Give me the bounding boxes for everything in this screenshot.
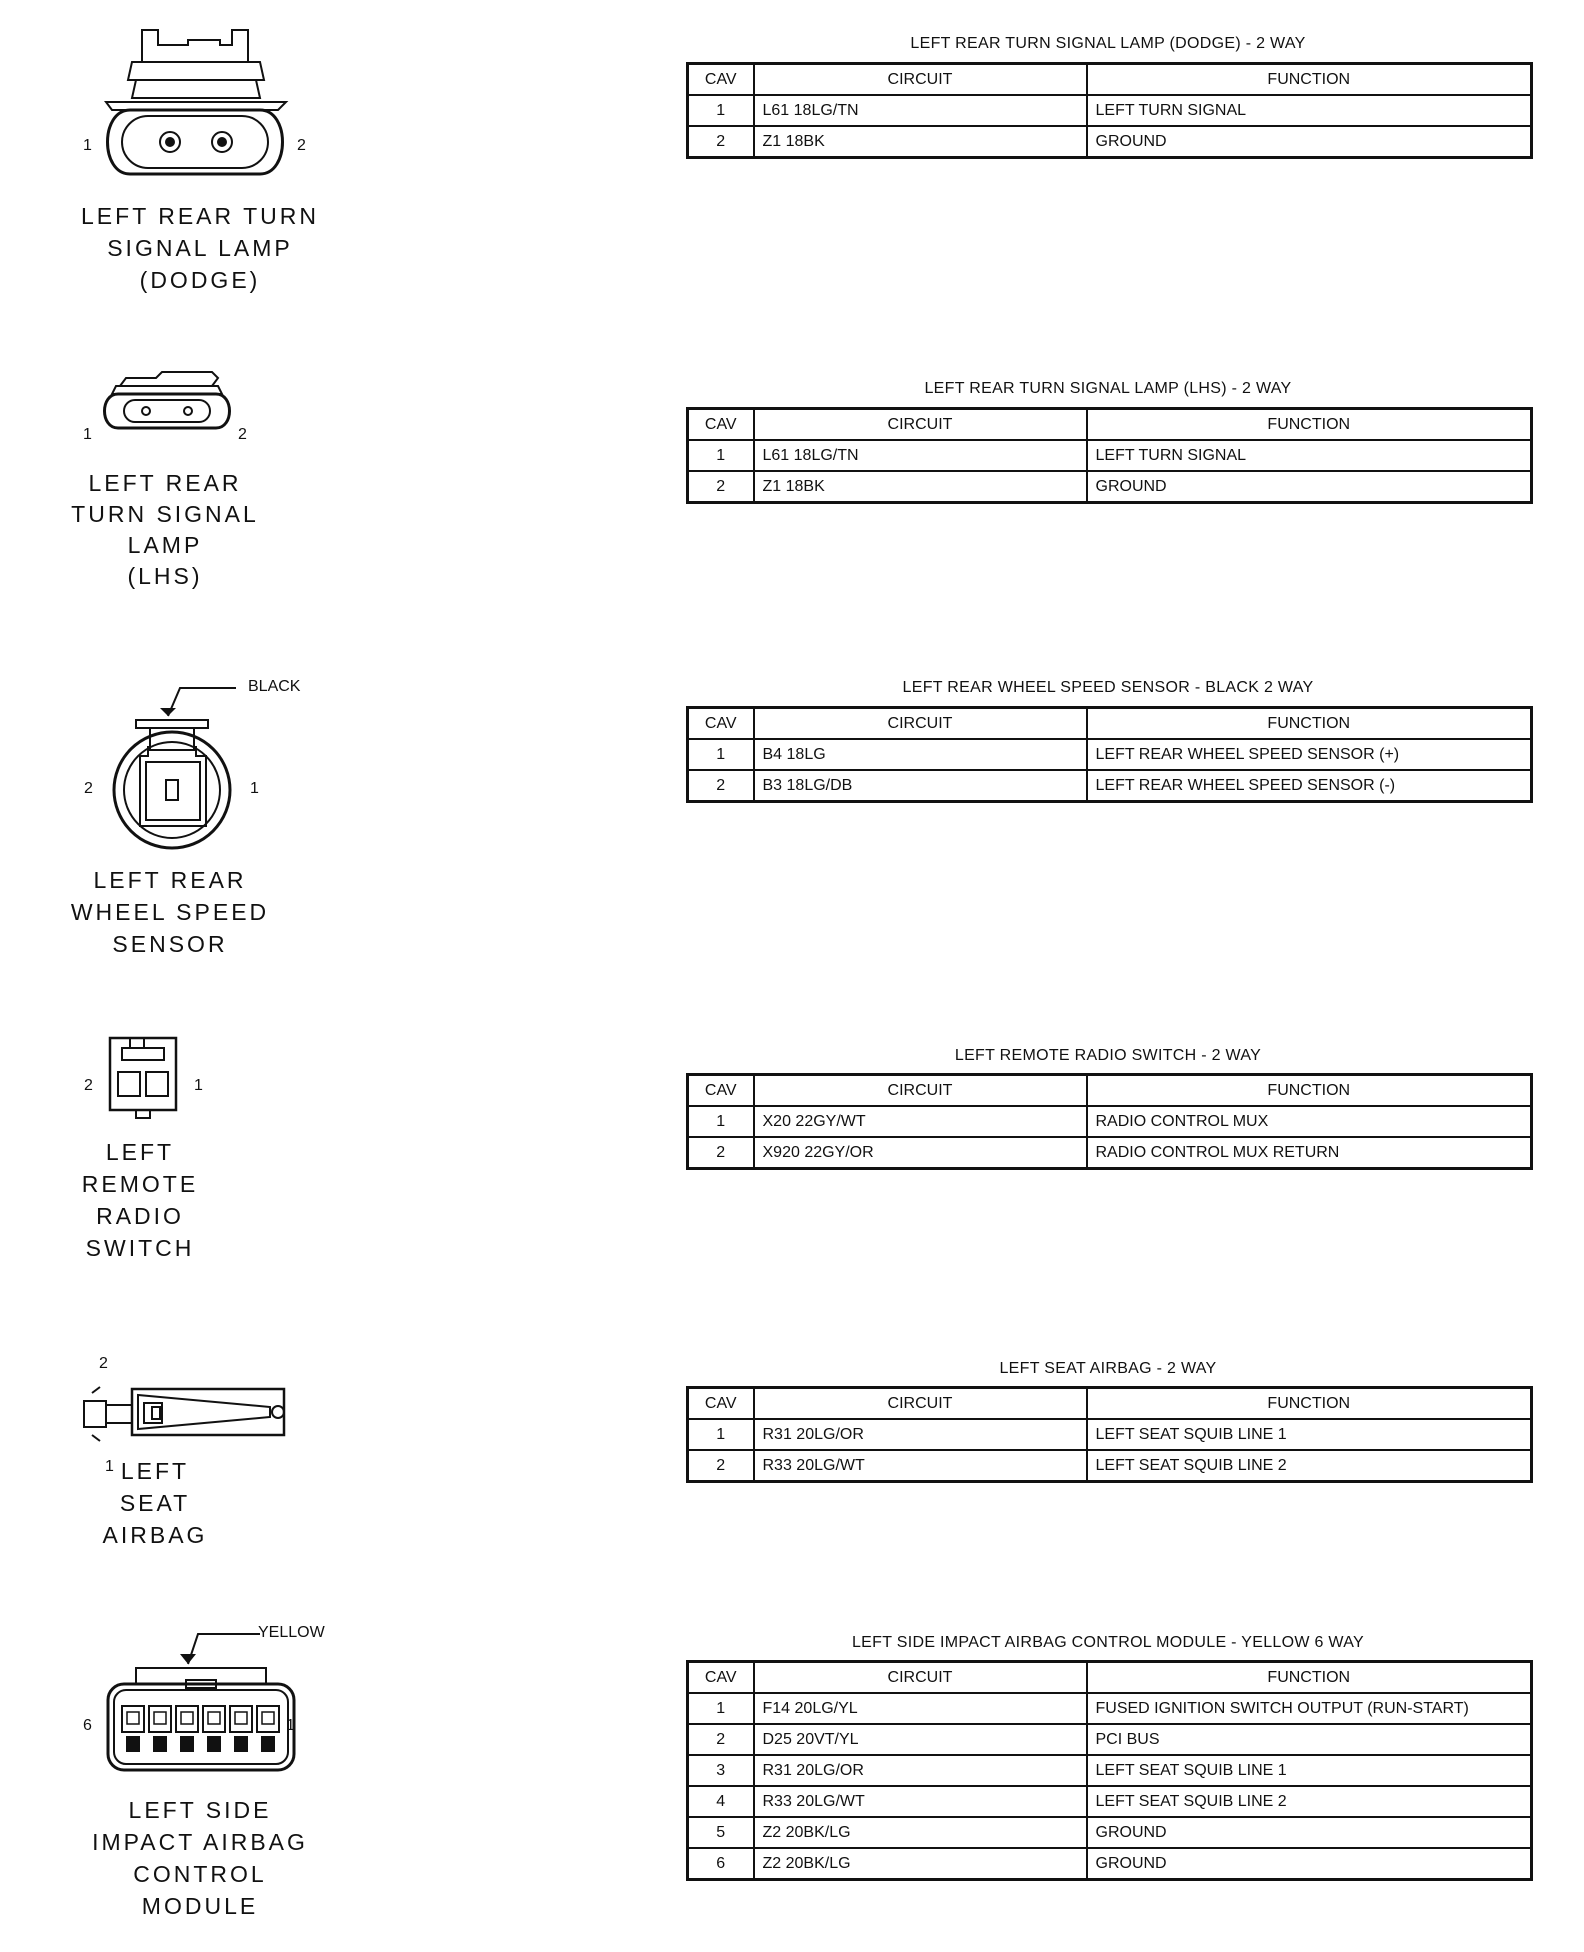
connector-pin-table [686, 62, 1533, 159]
circuit-cell: D25 20VT/YL [754, 1724, 1087, 1755]
table-header-row [688, 409, 1532, 441]
table-row [688, 770, 1532, 802]
cavity-3 [203, 1706, 225, 1752]
cav-cell: 2 [688, 1450, 754, 1482]
cav-cell: 2 [688, 1724, 754, 1755]
cavity-5 [149, 1706, 171, 1752]
cavity-1 [257, 1706, 279, 1752]
pin-label-right: 2 [238, 426, 247, 443]
connector-name-label: LEFT REMOTE RADIO SWITCH [81, 1139, 199, 1261]
connector-pin-table [686, 1386, 1533, 1483]
cav-cell: 1 [688, 1106, 754, 1137]
table-row [688, 1106, 1532, 1137]
cav-cell: 2 [688, 1137, 754, 1169]
cav-header: CAV [688, 1075, 754, 1107]
function-cell: LEFT SEAT SQUIB LINE 2 [1087, 1786, 1532, 1817]
remote-radio-switch-connector-icon [60, 1030, 320, 1120]
pin-label-right: 2 [297, 137, 306, 154]
connector-table-title: LEFT SIDE IMPACT AIRBAG CONTROL MODULE - YELLOW 6 WAY [851, 1634, 1364, 1651]
circuit-header: CIRCUIT [754, 409, 1087, 441]
function-cell: PCI BUS [1087, 1724, 1532, 1755]
connector-name-label: LEFT REAR TURN SIGNAL LAMP (DODGE) [81, 203, 319, 293]
function-cell: LEFT TURN SIGNAL [1087, 440, 1532, 471]
circuit-header: CIRCUIT [754, 1388, 1087, 1420]
table-header-row [688, 1662, 1532, 1694]
connector-table-title: LEFT REMOTE RADIO SWITCH - 2 WAY [954, 1047, 1262, 1064]
pin-label-left: 1 [83, 137, 92, 154]
connector-pin-table [686, 407, 1533, 504]
table-row [688, 471, 1532, 503]
connector-table-title: LEFT REAR WHEEL SPEED SENSOR - BLACK 2 WAY [902, 679, 1314, 696]
cav-header: CAV [688, 1662, 754, 1694]
circuit-cell: R33 20LG/WT [754, 1450, 1087, 1482]
pin-label-left: 6 [83, 1717, 92, 1734]
side-impact-airbag-module-connector-icon [60, 1620, 320, 1780]
connector-pin-table [686, 1073, 1533, 1170]
cav-cell: 2 [688, 126, 754, 158]
function-header: FUNCTION [1087, 409, 1532, 441]
circuit-cell: Z2 20BK/LG [754, 1817, 1087, 1848]
circuit-cell: B4 18LG [754, 739, 1087, 770]
function-header: FUNCTION [1087, 708, 1532, 740]
connector-pin-table [686, 706, 1533, 803]
pin-label-right: 1 [194, 1077, 203, 1094]
cav-cell: 1 [688, 1419, 754, 1450]
connector-name-label: LEFT REAR TURN SIGNAL LAMP (LHS) [71, 470, 259, 589]
table-row [688, 126, 1532, 158]
circuit-cell: X920 22GY/OR [754, 1137, 1087, 1169]
table-row [688, 1786, 1532, 1817]
circuit-cell: L61 18LG/TN [754, 440, 1087, 471]
connector-name-label: LEFT SIDE IMPACT AIRBAG CONTROL MODULE [92, 1797, 308, 1919]
function-cell: LEFT SEAT SQUIB LINE 2 [1087, 1450, 1532, 1482]
function-header: FUNCTION [1087, 1662, 1532, 1694]
table-row [688, 1724, 1532, 1755]
circuit-cell: X20 22GY/WT [754, 1106, 1087, 1137]
cav-cell: 1 [688, 440, 754, 471]
cav-header: CAV [688, 1388, 754, 1420]
cav-header: CAV [688, 409, 754, 441]
connector-table-title: LEFT REAR TURN SIGNAL LAMP (DODGE) - 2 WAY [910, 35, 1306, 52]
function-cell: LEFT SEAT SQUIB LINE 1 [1087, 1419, 1532, 1450]
function-header: FUNCTION [1087, 64, 1532, 96]
circuit-cell: R33 20LG/WT [754, 1786, 1087, 1817]
connector-table-title: LEFT SEAT AIRBAG - 2 WAY [999, 1360, 1217, 1377]
table-header-row [688, 708, 1532, 740]
table-row [688, 1755, 1532, 1786]
table-row [688, 1450, 1532, 1482]
cav-cell: 1 [688, 739, 754, 770]
table-row [688, 1817, 1532, 1848]
table-header-row [688, 1075, 1532, 1107]
table-header-row [688, 64, 1532, 96]
circuit-cell: R31 20LG/OR [754, 1755, 1087, 1786]
circuit-header: CIRCUIT [754, 1075, 1087, 1107]
cav-header: CAV [688, 708, 754, 740]
function-cell: GROUND [1087, 471, 1532, 503]
connector-color-label: YELLOW [258, 1624, 325, 1641]
turn-lamp-lhs-connector-icon [60, 350, 320, 460]
function-header: FUNCTION [1087, 1388, 1532, 1420]
pin-label-left: 1 [83, 426, 92, 443]
connector-name-label: LEFT SEAT AIRBAG [102, 1458, 208, 1548]
connector-name-label: LEFT REAR WHEEL SPEED SENSOR [70, 867, 270, 957]
table-row [688, 1693, 1532, 1724]
cav-cell: 1 [688, 95, 754, 126]
table-header-row [688, 1388, 1532, 1420]
circuit-cell: Z2 20BK/LG [754, 1848, 1087, 1880]
function-cell: RADIO CONTROL MUX [1087, 1106, 1532, 1137]
function-cell: GROUND [1087, 1848, 1532, 1880]
connector-pin-table [686, 1660, 1533, 1881]
circuit-cell: L61 18LG/TN [754, 95, 1087, 126]
circuit-cell: B3 18LG/DB [754, 770, 1087, 802]
cav-cell: 1 [688, 1693, 754, 1724]
table-row [688, 739, 1532, 770]
circuit-cell: F14 20LG/YL [754, 1693, 1087, 1724]
circuit-header: CIRCUIT [754, 708, 1087, 740]
cav-cell: 2 [688, 770, 754, 802]
turn-lamp-dodge-connector-icon [60, 0, 320, 170]
circuit-cell: Z1 18BK [754, 471, 1087, 503]
connector-color-label: BLACK [248, 678, 301, 695]
cav-cell: 2 [688, 471, 754, 503]
function-cell: LEFT SEAT SQUIB LINE 1 [1087, 1755, 1532, 1786]
function-cell: FUSED IGNITION SWITCH OUTPUT (RUN-START) [1087, 1693, 1532, 1724]
cav-header: CAV [688, 64, 754, 96]
cav-cell: 4 [688, 1786, 754, 1817]
table-row [688, 1137, 1532, 1169]
function-cell: LEFT REAR WHEEL SPEED SENSOR (+) [1087, 739, 1532, 770]
cav-cell: 5 [688, 1817, 754, 1848]
cavity-6 [122, 1706, 144, 1752]
table-row [688, 1419, 1532, 1450]
cav-cell: 6 [688, 1848, 754, 1880]
pin-label-left: 2 [84, 1077, 93, 1094]
pin-label-left: 2 [84, 780, 93, 797]
function-cell: LEFT REAR WHEEL SPEED SENSOR (-) [1087, 770, 1532, 802]
pin-label-bottom: 1 [105, 1458, 114, 1475]
circuit-header: CIRCUIT [754, 1662, 1087, 1694]
circuit-header: CIRCUIT [754, 64, 1087, 96]
pin-label-top: 2 [99, 1355, 108, 1372]
function-cell: GROUND [1087, 126, 1532, 158]
function-cell: RADIO CONTROL MUX RETURN [1087, 1137, 1532, 1169]
cavity-2 [230, 1706, 252, 1752]
table-row [688, 95, 1532, 126]
connector-table-title: LEFT REAR TURN SIGNAL LAMP (LHS) - 2 WAY [924, 380, 1292, 397]
table-row [688, 440, 1532, 471]
cavity-row [122, 1706, 279, 1752]
cavity-4 [176, 1706, 198, 1752]
function-cell: LEFT TURN SIGNAL [1087, 95, 1532, 126]
pin-label-right: 1 [250, 780, 259, 797]
function-header: FUNCTION [1087, 1075, 1532, 1107]
table-row [688, 1848, 1532, 1880]
circuit-cell: R31 20LG/OR [754, 1419, 1087, 1450]
circuit-cell: Z1 18BK [754, 126, 1087, 158]
pin-label-right: 1 [286, 1717, 295, 1734]
cav-cell: 3 [688, 1755, 754, 1786]
function-cell: GROUND [1087, 1817, 1532, 1848]
